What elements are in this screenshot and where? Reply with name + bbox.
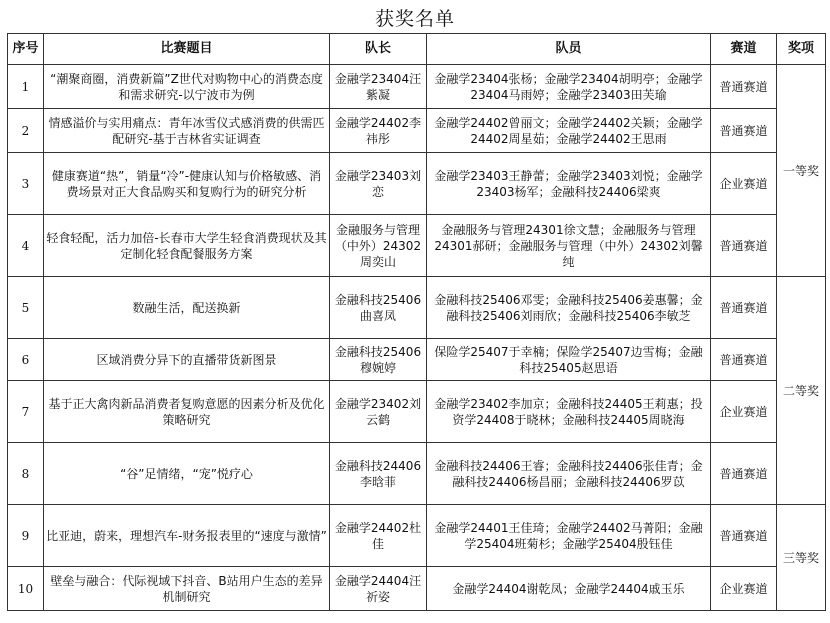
topic-cell: 轻食轻配，活力加倍-长春市大学生轻食消费现状及其定制化轻食配餐服务方案: [44, 215, 330, 277]
seq-cell: 3: [8, 153, 44, 215]
captain-cell: 金融学23402刘云鹤: [330, 381, 427, 443]
topic-cell: 区域消费分异下的直播带货新图景: [44, 339, 330, 381]
members-cell: 金融学23404张杨；金融学23404胡明亭；金融学23404马雨婷；金融学23403田芙瑜: [427, 65, 711, 109]
seq-cell: 8: [8, 443, 44, 505]
award-cell-second: 二等奖: [777, 277, 826, 505]
members-cell: 金融学24404谢乾凤；金融学24404戚玉乐: [427, 567, 711, 611]
header-captain: 队长: [330, 34, 427, 65]
table-row: [8, 505, 826, 567]
track-cell: 普通赛道: [711, 215, 777, 277]
captain-cell: 金融科技24406李晗菲: [330, 443, 427, 505]
table-row: [8, 215, 826, 277]
track-cell: 普通赛道: [711, 109, 777, 153]
table-row: [8, 109, 826, 153]
header-members: 队员: [427, 34, 711, 65]
header-track: 赛道: [711, 34, 777, 65]
captain-cell: 金融学24404汪祈姿: [330, 567, 427, 611]
topic-cell: 壁垒与融合：代际视域下抖音、B站用户生态的差异机制研究: [44, 567, 330, 611]
table-row: [8, 277, 826, 339]
members-cell: 保险学25407于幸楠；保险学25407边雪梅；金融科技25405赵思语: [427, 339, 711, 381]
track-cell: 企业赛道: [711, 153, 777, 215]
table-row: [8, 443, 826, 505]
seq-cell: 4: [8, 215, 44, 277]
table-row: [8, 381, 826, 443]
members-cell: 金融学24401王佳琦；金融学24402马菁阳；金融学25404班菊杉；金融学25404殷钰佳: [427, 505, 711, 567]
header-seq: 序号: [8, 34, 44, 65]
seq-cell: 2: [8, 109, 44, 153]
topic-cell: 比亚迪，蔚来，理想汽车-财务报表里的“速度与激情”: [44, 505, 330, 567]
captain-cell: 金融学24402李祎彤: [330, 109, 427, 153]
members-cell: 金融学24402曾丽文；金融学24402关颖；金融学24402周星茹；金融学24402王思雨: [427, 109, 711, 153]
topic-cell: 情感溢价与实用痛点：青年冰雪仪式感消费的供需匹配研究-基于吉林省实证调查: [44, 109, 330, 153]
table-row: [8, 65, 826, 109]
track-cell: 企业赛道: [711, 567, 777, 611]
captain-cell: 金融服务与管理（中外）24302周奕山: [330, 215, 427, 277]
award-cell-first: 一等奖: [777, 65, 826, 277]
page-title: 获奖名单: [374, 8, 455, 30]
members-cell: 金融学23402李加京；金融科技24405王莉惠；投资学24408于晓林；金融科技24405周晓海: [427, 381, 711, 443]
award-cell-third: 三等奖: [777, 505, 826, 611]
topic-cell: 健康赛道“热”，销量“冷”-健康认知与价格敏感、消费场景对正大食品购买和复购行为的研究分析: [44, 153, 330, 215]
header-row: [8, 34, 826, 65]
topic-cell: “潮聚商圈，消费新篇”Z世代对购物中心的消费态度和需求研究-以宁波市为例: [44, 65, 330, 109]
track-cell: 普通赛道: [711, 505, 777, 567]
seq-cell: 10: [8, 567, 44, 611]
captain-cell: 金融科技25406穆婉婷: [330, 339, 427, 381]
header-topic: 比赛题目: [44, 34, 330, 65]
members-cell: 金融服务与管理24301徐文慧；金融服务与管理24301郝研；金融服务与管理（中外）24302刘馨纯: [427, 215, 711, 277]
captain-cell: 金融学24402杜佳: [330, 505, 427, 567]
track-cell: 企业赛道: [711, 381, 777, 443]
topic-cell: “谷”足情绪，“宠”悦疗心: [44, 443, 330, 505]
awards-table: [7, 33, 826, 611]
captain-cell: 金融学23404汪紫凝: [330, 65, 427, 109]
track-cell: 普通赛道: [711, 277, 777, 339]
seq-cell: 9: [8, 505, 44, 567]
captain-cell: 金融学23403刘恋: [330, 153, 427, 215]
seq-cell: 5: [8, 277, 44, 339]
members-cell: 金融学23403王静蕾；金融学23403刘悦；金融学23403杨军；金融科技24406梁爽: [427, 153, 711, 215]
members-cell: 金融科技24406王睿；金融科技24406张佳青；金融科技24406杨昌丽；金融科技24406罗苡: [427, 443, 711, 505]
header-award: 奖项: [777, 34, 826, 65]
track-cell: 普通赛道: [711, 339, 777, 381]
seq-cell: 7: [8, 381, 44, 443]
captain-cell: 金融科技25406曲喜凤: [330, 277, 427, 339]
seq-cell: 6: [8, 339, 44, 381]
track-cell: 普通赛道: [711, 443, 777, 505]
seq-cell: 1: [8, 65, 44, 109]
members-cell: 金融科技25406邓雯；金融科技25406姜惠馨；金融科技25406刘雨欣；金融科技25406李敏芝: [427, 277, 711, 339]
table-row: [8, 339, 826, 381]
topic-cell: 基于正大禽肉新品消费者复购意愿的因素分析及优化策略研究: [44, 381, 330, 443]
track-cell: 普通赛道: [711, 65, 777, 109]
topic-cell: 数融生活，配送换新: [44, 277, 330, 339]
table-row: [8, 153, 826, 215]
table-row: [8, 567, 826, 611]
